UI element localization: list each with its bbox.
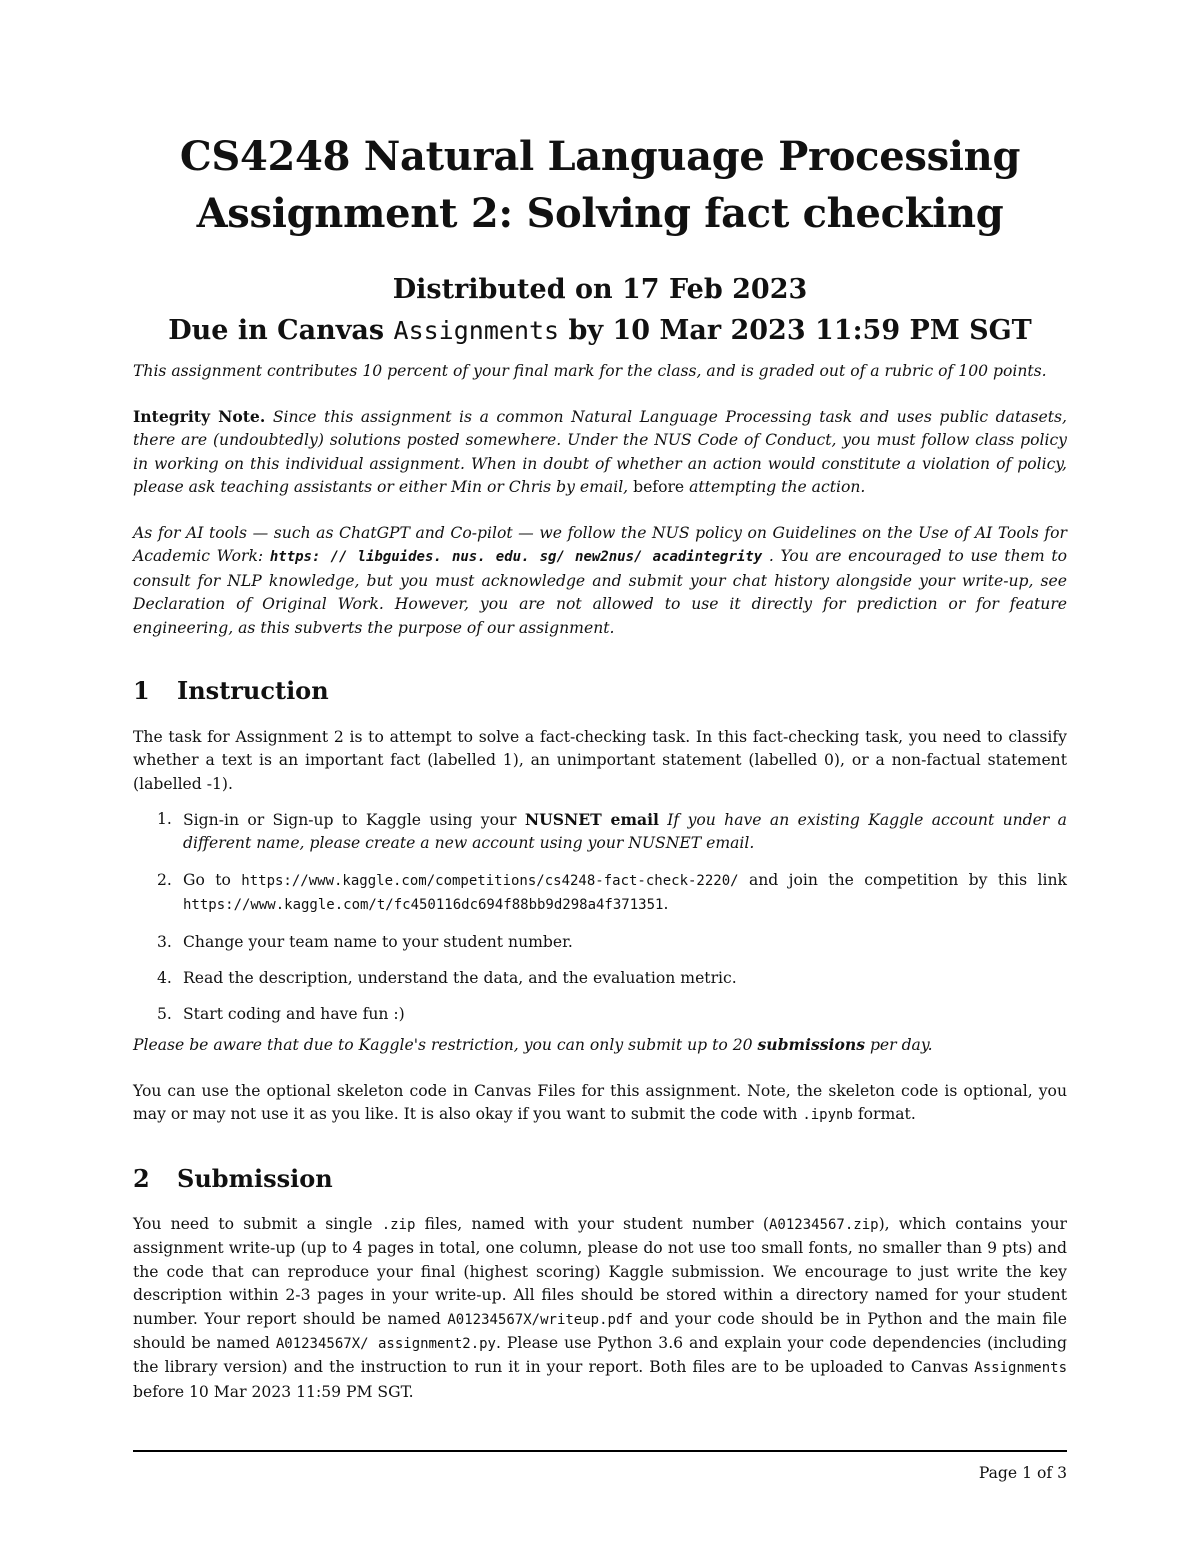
distributed-date: Distributed on 17 Feb 2023 [392, 274, 808, 305]
integrity-note: Integrity Note. Since this assignment is a common Natural Language Processing task and uses public datasets, there are (undoubtedly) solutions posted somewhere. Under the NUS Code of Conduct, you must follow class policy in working on this individual assignment. When in doubt of whether an action would constitute a violation of policy, please ask teaching assistants or either Min or Chris by email, before attempting the action. [133, 407, 1067, 497]
kaggle-competition-link[interactable]: https://www.kaggle.com/competitions/cs4248-fact-check-2220/ [241, 872, 739, 889]
doc-title-line1: CS4248 Natural Language Processing [179, 133, 1021, 180]
step-item: 3. Change your team name to your student number. [157, 932, 573, 951]
kaggle-restriction-note: Please be aware that due to Kaggle's restriction, you can only submit up to 20 submissions per day. [133, 1035, 933, 1054]
ai-policy-link[interactable]: https: // libguides. nus. edu. sg/ new2nus/ acadintegrity [269, 549, 763, 566]
footer-rule [133, 1450, 1067, 1452]
step-item: 5. Start coding and have fun :) [157, 1005, 405, 1024]
section-1-intro: The task for Assignment 2 is to attempt to solve a fact-checking task. In this fact-checking task, you need to classify whether a text is an important fact (labelled 1), an unimportant statement (labelled 0), or a non-factual statement (labelled -1). [133, 728, 1067, 793]
kaggle-join-link[interactable]: https://www.kaggle.com/t/fc450116dc694f88bb9d298a4f371351 [183, 897, 664, 914]
skeleton-code-note: You can use the optional skeleton code in Canvas Files for this assignment. Note, the skeleton code is optional, you may or may not use it as you like. It is also okay if you want to submit the code with .ipynb format. [133, 1082, 1067, 1124]
doc-title-line2: Assignment 2: Solving fact checking [196, 190, 1004, 237]
step-item: 1. Sign-in or Sign-up to Kaggle using your NUSNET email If you have an existing Kaggle account under a different name, please create a new account using your NUSNET email. [157, 810, 1067, 853]
submission-instructions: You need to submit a single .zip files, named with your student number (A01234567.zip), which contains your assignment write-up (up to 4 pages in total, one column, please do not use too small fonts, no smaller than 9 pts) and the code that can reproduce your final (highest scoring) Kaggle submission. We encourage to just write the key description within 2-3 pages in your write-up. All files should be stored within a directory named for your student number. Your report should be named A01234567X/writeup.pdf and your code should be in Python and the main file should be named A01234567X/ assignment2.py. Please use Python 3.6 and explain your code dependencies (including the library version) and the instruction to run it in your report. Both files are to be uploaded to Canvas Assignments before 10 Mar 2023 11:59 PM SGT. [133, 1215, 1068, 1401]
instruction-steps [133, 808, 1067, 1027]
due-date: Due in Canvas Assignments by 10 Mar 2023 11:59 PM SGT [168, 315, 1032, 346]
step-item: 2. Go to https://www.kaggle.com/competitions/cs4248-fact-check-2220/ and join the competition by this link https://www.kaggle.com/t/fc450116dc694f88bb9d298a4f371351. [157, 870, 1067, 914]
section-1-heading: 1 Instruction [133, 676, 329, 705]
step-item: 4. Read the description, understand the data, and the evaluation metric. [157, 969, 737, 988]
section-2-heading: 2 Submission [133, 1164, 333, 1193]
ai-tools-note: As for AI tools — such as ChatGPT and Co-pilot — we follow the NUS policy on Guidelines on the Use of AI Tools for Academic Work: https: // libguides. nus. edu. sg/ new2nus/ acadintegrity . You are encouraged to use them to consult for NLP knowledge, but you must acknowledge and submit your chat history alongside your write-up, see Declaration of Original Work. However, you are not allowed to use it directly for prediction or for feature engineering, as this subverts the purpose of our assignment. [133, 524, 1068, 637]
contribution-note: This assignment contributes 10 percent of your final mark for the class, and is graded out of a rubric of 100 points. [133, 362, 1047, 380]
page-number: Page 1 of 3 [978, 1464, 1067, 1482]
